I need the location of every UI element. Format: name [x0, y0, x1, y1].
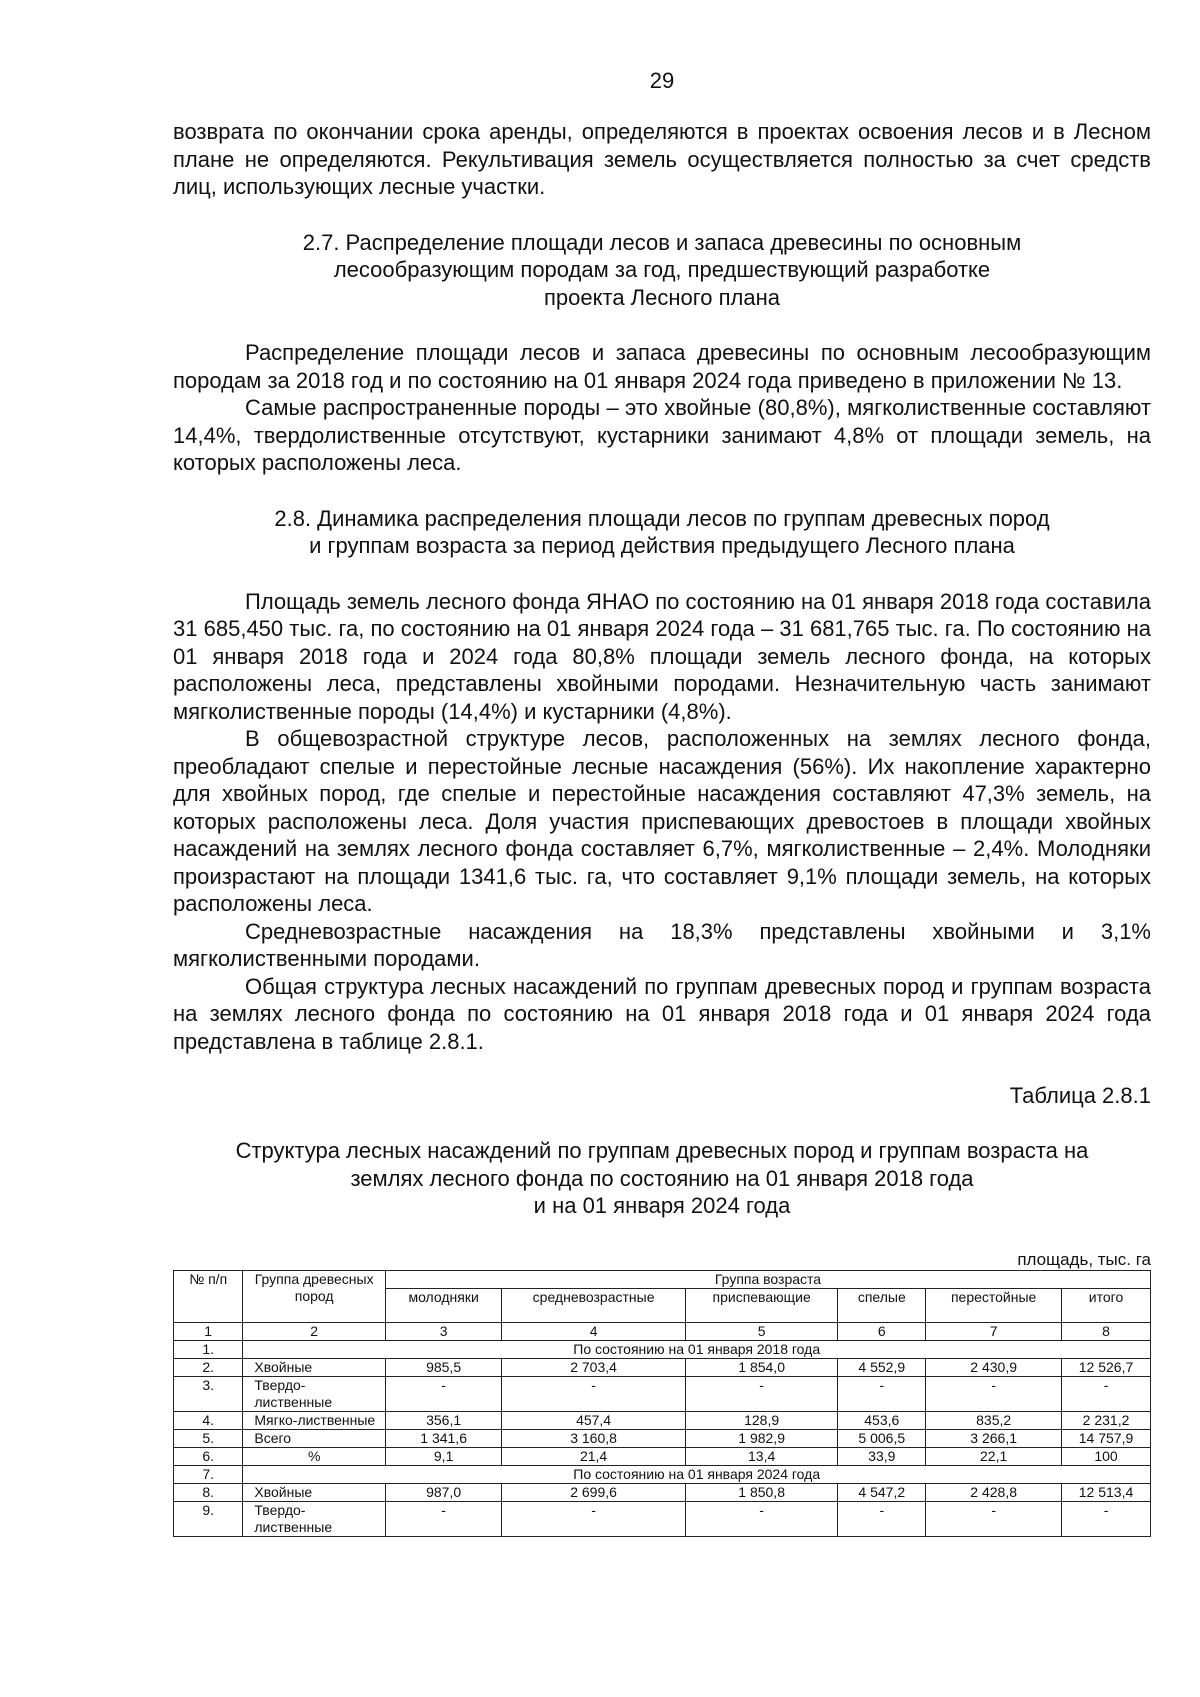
table-row [174, 1429, 1151, 1447]
row-name: Твердо-лиственные [243, 1376, 386, 1411]
table-title-line: и на 01 января 2024 года [533, 1193, 791, 1218]
cell: 2 430,9 [926, 1358, 1062, 1376]
intro-paragraph: возврата по окончании срока аренды, определяются в проектах освоения лесов и в Лесном плане не определяются. Рекультивация земель осуществляется полностью за счет средств лиц, использующих лесные участки. [173, 119, 1151, 199]
row-num: 4. [174, 1411, 243, 1429]
header-age-group: Группа возраста [386, 1270, 1151, 1288]
cell: - [926, 1501, 1062, 1536]
cell: 4 547,2 [838, 1483, 926, 1501]
col-number: 6 [838, 1322, 926, 1340]
cell: 1 982,9 [685, 1429, 837, 1447]
col-number: 7 [926, 1322, 1062, 1340]
table-row [174, 1465, 1151, 1483]
cell: 3 266,1 [926, 1429, 1062, 1447]
cell: 12 526,7 [1062, 1358, 1151, 1376]
header-age-col: молодняки [386, 1288, 502, 1322]
header-num: № п/п [174, 1270, 243, 1322]
cell: 1 850,8 [685, 1483, 837, 1501]
row-num: 8. [174, 1483, 243, 1501]
row-num: 6. [174, 1447, 243, 1465]
document-page [173, 68, 1151, 1537]
row-name: % [243, 1447, 386, 1465]
cell: 453,6 [838, 1411, 926, 1429]
cell: 356,1 [386, 1411, 502, 1429]
cell: - [502, 1501, 686, 1536]
paragraph: Площадь земель лесного фонда ЯНАО по состоянию на 01 января 2018 года составила 31 685,450 тыс. га, по состоянию на 01 января 2024 года – 31 681,765 тыс. га. По состоянию на 01 января 2018 года и 2024 года 80,8% площади земель лесного фонда, на которых расположены леса, представлены хвойными породами. Незначительную часть занимают мягколиственные породы (14,4%) и кустарники (4,8%). [173, 588, 1151, 724]
cell: 13,4 [685, 1447, 837, 1465]
table-row [174, 1447, 1151, 1465]
header-age-col: средневозрастные [502, 1288, 686, 1322]
table-row [174, 1376, 1151, 1411]
row-num: 2. [174, 1358, 243, 1376]
header-group: Группа древесных пород [243, 1270, 386, 1322]
cell: 128,9 [685, 1411, 837, 1429]
table-row [174, 1358, 1151, 1376]
paragraph: Распределение площади лесов и запаса древесины по основным лесообразующим породам за 2018 год и по состоянию на 01 января 2024 года приведено в приложении № 13. [173, 340, 1151, 393]
row-name: Твердо-лиственные [243, 1501, 386, 1536]
table-title-line: землях лесного фонда по состоянию на 01 января 2018 года [350, 1165, 974, 1191]
cell: 987,0 [386, 1483, 502, 1501]
row-num: 9. [174, 1501, 243, 1536]
paragraph: Самые распространенные породы – это хвойные (80,8%), мягколиственные составляют 14,4%, твердолиственные отсутствуют, кустарники занимают 4,8% от площади земель, на которых расположены леса. [173, 395, 1151, 475]
header-age-col: приспевающие [685, 1288, 837, 1322]
heading-line: проекта Лесного плана [544, 284, 780, 310]
cell: - [386, 1501, 502, 1536]
row-name: Хвойные [243, 1358, 386, 1376]
paragraph: Средневозрастные насаждения на 18,3% представлены хвойными и 3,1% мягколиственными породами. [173, 918, 1151, 971]
row-num: 5. [174, 1429, 243, 1447]
cell: 3 160,8 [502, 1429, 686, 1447]
header-age-col: итого [1062, 1288, 1151, 1322]
row-name: Всего [243, 1429, 386, 1447]
cell: - [685, 1501, 837, 1536]
row-name: Хвойные [243, 1483, 386, 1501]
cell: 5 006,5 [838, 1429, 926, 1447]
col-number: 4 [502, 1322, 686, 1340]
cell: 2 703,4 [502, 1358, 686, 1376]
cell: 2 699,6 [502, 1483, 686, 1501]
cell: 9,1 [386, 1447, 502, 1465]
col-number: 8 [1062, 1322, 1151, 1340]
cell: - [1062, 1376, 1151, 1411]
cell: 985,5 [386, 1358, 502, 1376]
cell: - [1062, 1501, 1151, 1536]
table-title-line: Структура лесных насаждений по группам древесных пород и группам возраста на [235, 1138, 1089, 1163]
table-row [174, 1340, 1151, 1358]
cell: 2 231,2 [1062, 1411, 1151, 1429]
col-number: 1 [174, 1322, 243, 1340]
paragraph: В общевозрастной структуре лесов, расположенных на землях лесного фонда, преобладают спелые и перестойные лесные насаждения (56%). Их накопление характерно для хвойных пород, где спелые и перестойные насаждения составляют 47,3% земель, на которых расположены леса. Доля участия приспевающих древостоев в площади хвойных насаждений на землях лесного фонда составляет 6,7%, мягколиственные – 2,4%. Молодняки произрастают на площади 1341,6 тыс. га, что составляет 9,1% площади земель, на которых расположены леса. [173, 726, 1151, 916]
cell: 1 341,6 [386, 1429, 502, 1447]
heading-line: 2.7. Распределение площади лесов и запаса древесины по основным [302, 229, 1022, 255]
cell: 22,1 [926, 1447, 1062, 1465]
col-number: 3 [386, 1322, 502, 1340]
cell: 835,2 [926, 1411, 1062, 1429]
table-row [174, 1411, 1151, 1429]
cell: 4 552,9 [838, 1358, 926, 1376]
cell: 2 428,8 [926, 1483, 1062, 1501]
row-num: 1. [174, 1340, 243, 1358]
table-title [173, 1137, 1151, 1220]
page-number: 29 [649, 68, 675, 93]
cell: 33,9 [838, 1447, 926, 1465]
row-name: Мягко-лиственные [243, 1411, 386, 1429]
row-section-label: По состоянию на 01 января 2018 года [243, 1340, 1151, 1358]
cell: - [926, 1376, 1062, 1411]
cell: - [502, 1376, 686, 1411]
col-number: 2 [243, 1322, 386, 1340]
heading-line: и группам возраста за период действия предыдущего Лесного плана [309, 533, 1015, 558]
cell: 100 [1062, 1447, 1151, 1465]
table-row [174, 1501, 1151, 1536]
col-number: 5 [685, 1322, 837, 1340]
header-age-col: перестойные [926, 1288, 1062, 1322]
cell: 1 854,0 [685, 1358, 837, 1376]
table-row [174, 1483, 1151, 1501]
cell: 457,4 [502, 1411, 686, 1429]
header-age-col: спелые [838, 1288, 926, 1322]
cell: - [386, 1376, 502, 1411]
paragraph: Общая структура лесных насаждений по группам древесных пород и группам возраста на землях лесного фонда по состоянию на 01 января 2018 года и 01 января 2024 года представлена в таблице 2.8.1. [173, 973, 1151, 1054]
section-2-8-heading [173, 505, 1151, 560]
cell: 14 757,9 [1062, 1429, 1151, 1447]
forest-structure-table [173, 1270, 1151, 1537]
cell: - [838, 1501, 926, 1536]
table-label: Таблица 2.8.1 [1009, 1083, 1151, 1108]
row-section-label: По состоянию на 01 января 2024 года [243, 1465, 1151, 1483]
cell: 21,4 [502, 1447, 686, 1465]
row-num: 7. [174, 1465, 243, 1483]
row-num: 3. [174, 1376, 243, 1411]
cell: - [838, 1376, 926, 1411]
column-number-row [174, 1322, 1151, 1340]
cell: 12 513,4 [1062, 1483, 1151, 1501]
cell: - [685, 1376, 837, 1411]
heading-line: лесообразующим породам за год, предшествующий разработке [333, 257, 991, 282]
table-units: площадь, тыс. га [1017, 1249, 1151, 1269]
heading-line: 2.8. Динамика распределения площади лесов по группам древесных пород [274, 505, 1050, 531]
table-header-row [174, 1270, 1151, 1288]
section-2-7-heading [173, 229, 1151, 312]
